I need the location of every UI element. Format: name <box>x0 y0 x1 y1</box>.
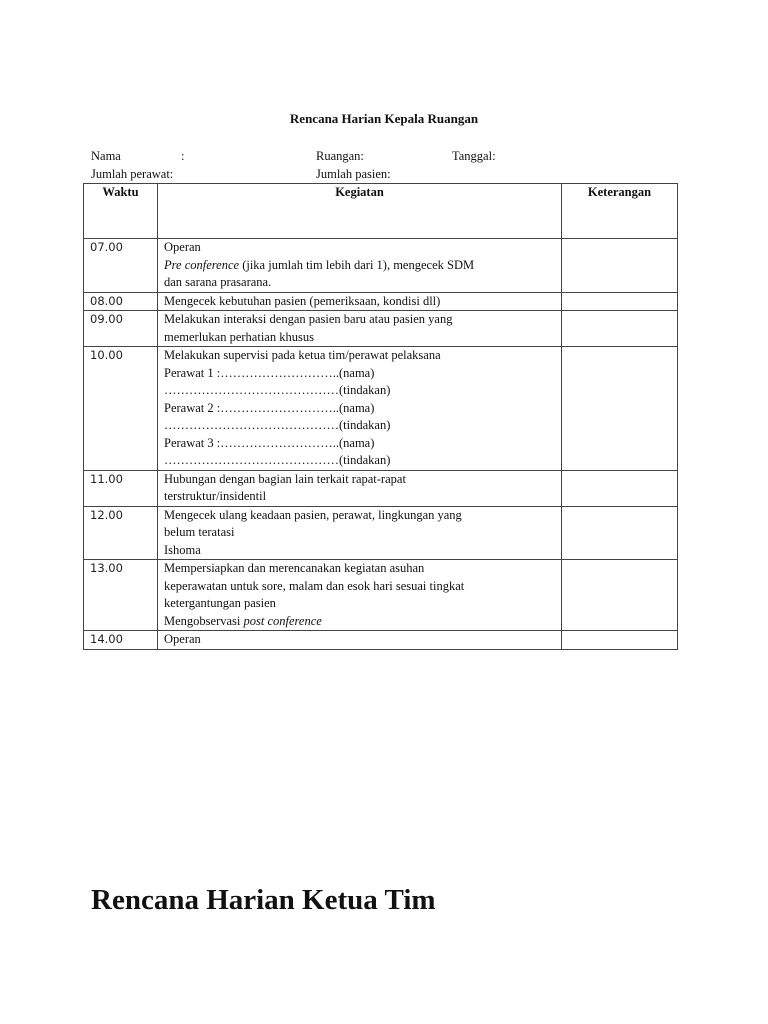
italic-term: post conference <box>243 613 322 628</box>
activity-line: ……………………………………(tindakan) <box>164 418 391 432</box>
next-section-heading: Rencana Harian Ketua Tim <box>91 884 436 916</box>
activity-line: Mengecek kebutuhan pasien (pemeriksaan, kondisi dll) <box>164 293 441 308</box>
row-activity <box>158 506 562 560</box>
activity-line: Melakukan supervisi pada ketua tim/perawat pelaksana <box>164 348 441 362</box>
table-row <box>84 506 678 560</box>
header-kegiatan: Kegiatan <box>158 184 562 239</box>
jumlah-pasien-label: Jumlah pasien: <box>316 167 391 181</box>
row-activity <box>158 470 562 506</box>
activity-line: keperawatan untuk sore, malam dan esok hari sesuai tingkat <box>164 578 465 593</box>
row-time: 09.00 <box>84 311 158 347</box>
row-keterangan[interactable] <box>562 347 678 471</box>
activity-line: Operan <box>164 240 201 254</box>
row-activity <box>158 631 562 650</box>
row-time: 12.00 <box>84 506 158 560</box>
row-keterangan[interactable] <box>562 631 678 650</box>
activity-line: Perawat 1 :………………………..(nama) <box>164 365 375 380</box>
row-time: 14.00 <box>84 631 158 650</box>
row-keterangan[interactable] <box>562 311 678 347</box>
row-keterangan[interactable] <box>562 506 678 560</box>
activity-line: terstruktur/insidentil <box>164 489 267 503</box>
table-row <box>84 311 678 347</box>
activity-line: Perawat 2 :………………………..(nama) <box>164 400 375 415</box>
activity-line: Pre conference (jika jumlah tim lebih dari 1), mengecek SDM <box>164 257 475 272</box>
row-keterangan[interactable] <box>562 292 678 311</box>
activity-line: memerlukan perhatian khusus <box>164 329 314 344</box>
header-waktu: Waktu <box>84 184 158 239</box>
row-keterangan[interactable] <box>562 560 678 631</box>
header-keterangan: Keterangan <box>562 184 678 239</box>
activity-line: Melakukan interaksi dengan pasien baru atau pasien yang <box>164 312 453 326</box>
row-keterangan[interactable] <box>562 239 678 293</box>
activity-line: Hubungan dengan bagian lain terkait rapat-rapat <box>164 471 406 486</box>
row-activity <box>158 560 562 631</box>
activity-line: dan sarana prasarana. <box>164 275 272 289</box>
activity-line: ……………………………………(tindakan) <box>164 383 391 397</box>
row-time: 10.00 <box>84 347 158 471</box>
row-activity <box>158 292 562 311</box>
table-row <box>84 470 678 506</box>
activity-line: belum teratasi <box>164 525 235 539</box>
table-row <box>84 560 678 631</box>
row-time: 11.00 <box>84 470 158 506</box>
row-time: 07.00 <box>84 239 158 293</box>
table-row <box>84 239 678 293</box>
activity-line: Operan <box>164 632 201 646</box>
table-body <box>84 239 678 650</box>
table-header-row <box>84 184 678 239</box>
activity-line: ……………………………………(tindakan) <box>164 453 391 467</box>
activity-line: Ishoma <box>164 542 201 557</box>
ruangan-label: Ruangan: <box>316 149 364 163</box>
activity-line: ketergantungan pasien <box>164 596 276 610</box>
activity-line: Mengobservasi post conference <box>164 613 322 628</box>
row-activity <box>158 239 562 293</box>
tanggal-label: Tanggal: <box>452 149 496 163</box>
row-activity <box>158 311 562 347</box>
row-time: 13.00 <box>84 560 158 631</box>
row-activity <box>158 347 562 471</box>
document-title: Rencana Harian Kepala Ruangan <box>289 111 479 126</box>
row-keterangan[interactable] <box>562 470 678 506</box>
table-row <box>84 347 678 471</box>
nama-colon: : <box>181 149 185 163</box>
activity-line: Mengecek ulang keadaan pasien, perawat, lingkungan yang <box>164 507 462 522</box>
row-time: 08.00 <box>84 292 158 311</box>
table-row <box>84 631 678 650</box>
activity-line: Perawat 3 :………………………..(nama) <box>164 435 375 450</box>
nama-label: Nama <box>91 149 121 163</box>
italic-term: Pre conference <box>164 257 240 272</box>
table-row <box>84 292 678 311</box>
activity-line: Mempersiapkan dan merencanakan kegiatan asuhan <box>164 561 425 575</box>
daily-plan-table <box>83 183 678 650</box>
jumlah-perawat-label: Jumlah perawat: <box>91 167 174 181</box>
